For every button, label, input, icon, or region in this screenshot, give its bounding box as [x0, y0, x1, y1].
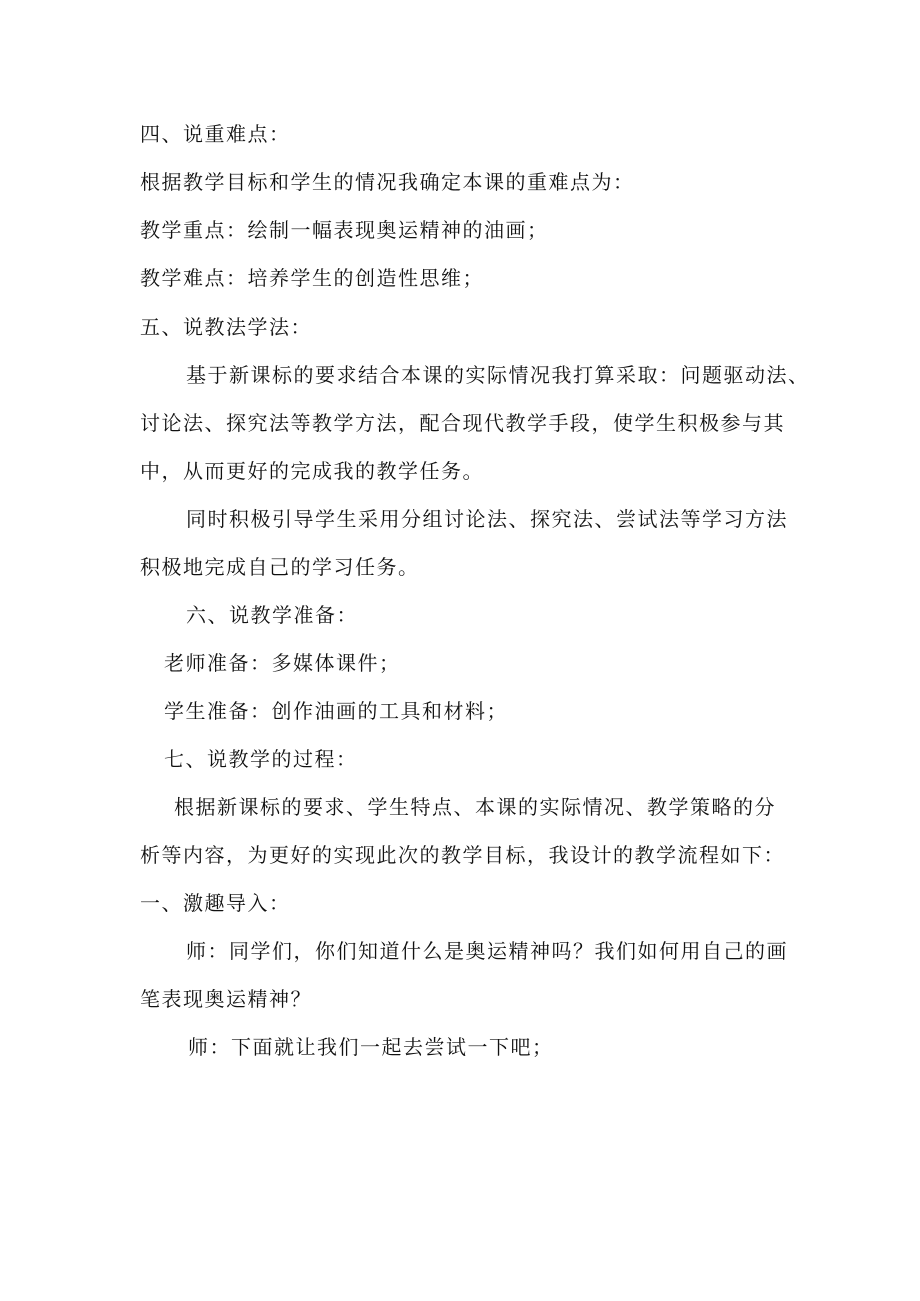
paragraph-line: 积极地完成自己的学习任务。	[140, 555, 420, 579]
paragraph-line: 讨论法、探究法等教学方法，配合现代教学手段，使学生积极参与其	[140, 411, 785, 435]
paragraph-line: 教学难点：培养学生的创造性思维；	[140, 266, 484, 290]
heading-teaching-process: 七、说教学的过程：	[164, 747, 358, 771]
heading-preparation: 六、说教学准备：	[186, 603, 358, 627]
heading-methods: 五、说教法学法：	[140, 315, 312, 339]
paragraph-line: 根据教学目标和学生的情况我确定本课的重难点为：	[140, 170, 635, 194]
paragraph-line: 根据新课标的要求、学生特点、本课的实际情况、教学策略的分	[174, 795, 776, 819]
paragraph-line: 基于新课标的要求结合本课的实际情况我打算采取：问题驱动法、	[186, 363, 810, 387]
paragraph-line: 同时积极引导学生采用分组讨论法、探究法、尝试法等学习方法	[186, 507, 788, 531]
heading-introduction: 一、激趣导入：	[140, 891, 291, 915]
paragraph-line: 师：同学们，你们知道什么是奥运精神吗？我们如何用自己的画	[186, 939, 788, 963]
paragraph-line: 老师准备：多媒体课件；	[164, 651, 401, 675]
paragraph-line: 笔表现奥运精神？	[140, 987, 312, 1011]
paragraph-line: 析等内容，为更好的实现此次的教学目标，我设计的教学流程如下：	[140, 843, 785, 867]
paragraph-line: 师：下面就让我们一起去尝试一下吧；	[188, 1035, 554, 1059]
paragraph-line: 教学重点：绘制一幅表现奥运精神的油画；	[140, 218, 549, 242]
heading-key-points: 四、说重难点：	[140, 122, 291, 146]
paragraph-line: 中，从而更好的完成我的教学任务。	[140, 459, 484, 483]
paragraph-line: 学生准备：创作油画的工具和材料；	[164, 699, 508, 723]
